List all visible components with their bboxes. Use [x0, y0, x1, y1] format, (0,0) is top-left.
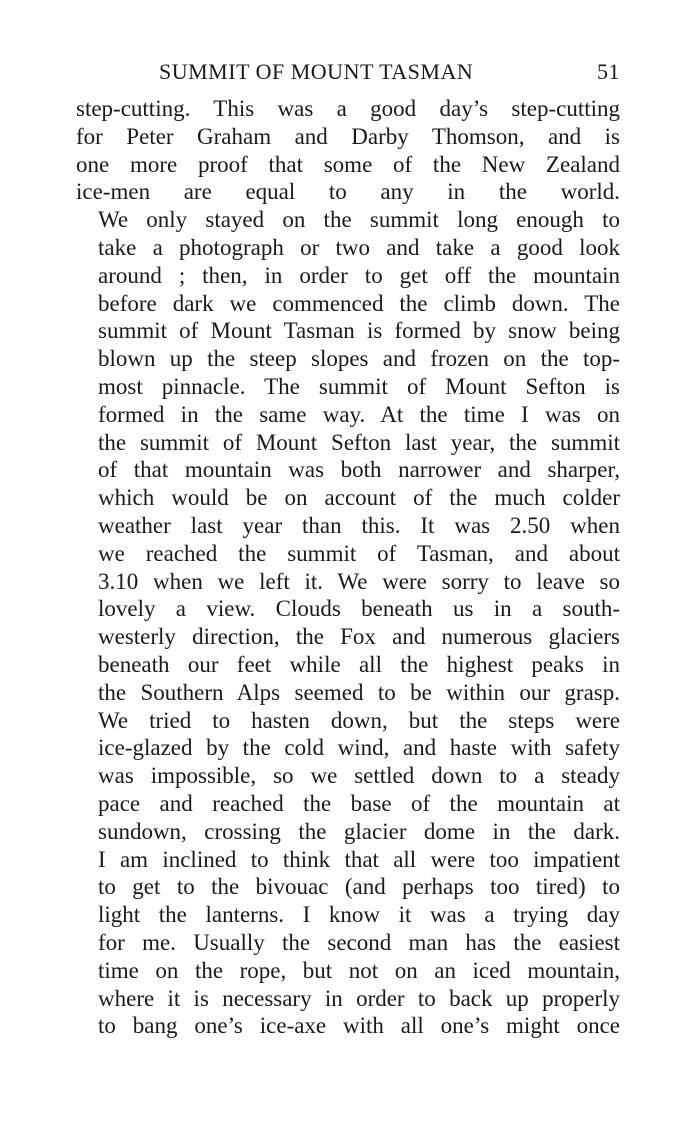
text-line: where it is necessary in order to back up properly: [98, 985, 620, 1011]
text-line: most pinnacle. The summit of Mount Sefton is: [98, 373, 620, 399]
body-text: [76, 95, 620, 1040]
text-line: sundown, crossing the glacier dome in the dark.: [98, 818, 620, 844]
page-number: 51: [597, 59, 620, 84]
paragraph: [76, 95, 620, 206]
text-line: We tried to hasten down, but the steps were: [98, 707, 620, 733]
text-line: to bang one’s ice-axe with all one’s might once: [98, 1013, 620, 1039]
text-line: take a photograph or two and take a good look: [98, 234, 620, 260]
paragraph: [76, 707, 620, 1041]
text-line: which would be on account of the much colder: [98, 485, 620, 511]
text-line: for Peter Graham and Darby Thomson, and is: [76, 123, 620, 149]
text-line: pace and reached the base of the mountain at: [98, 790, 620, 816]
text-line: We only stayed on the summit long enough to: [98, 207, 620, 233]
text-line: 3.10 when we left it. We were sorry to leave so: [98, 568, 620, 594]
text-line: for me. Usually the second man has the easiest: [98, 929, 620, 955]
text-line: formed in the same way. At the time I was on: [98, 401, 620, 427]
paragraph: [76, 206, 620, 706]
text-line: we reached the summit of Tasman, and about: [98, 540, 620, 566]
running-head: [76, 57, 620, 87]
text-line: the Southern Alps seemed to be within our grasp.: [98, 679, 620, 705]
text-line: I am inclined to think that all were too impatient: [98, 846, 620, 872]
text-line: of that mountain was both narrower and sharper,: [98, 457, 620, 483]
text-line: lovely a view. Clouds beneath us in a south-: [98, 596, 620, 622]
text-line: beneath our feet while all the highest peaks in: [98, 651, 620, 677]
text-line: around ; then, in order to get off the mountain: [98, 262, 620, 288]
text-line: time on the rope, but not on an iced mountain,: [98, 957, 620, 983]
text-line: one more proof that some of the New Zealand: [76, 151, 620, 177]
running-title: SUMMIT OF MOUNT TASMAN: [159, 59, 474, 84]
text-line: the summit of Mount Sefton last year, the summit: [98, 429, 620, 455]
text-line: ice-glazed by the cold wind, and haste with safety: [98, 735, 620, 761]
text-line: light the lanterns. I know it was a trying day: [98, 902, 620, 928]
text-line: step-cutting. This was a good day’s step-cutting: [76, 96, 620, 121]
text-line: to get to the bivouac (and perhaps too tired) to: [98, 874, 620, 900]
text-line: was impossible, so we settled down to a steady: [98, 763, 620, 789]
text-line: summit of Mount Tasman is formed by snow being: [98, 318, 620, 344]
text-line: weather last year than this. It was 2.50 when: [98, 512, 620, 538]
text-line: before dark we commenced the climb down. The: [98, 290, 620, 316]
text-line: ice-men are equal to any in the world.: [76, 179, 620, 205]
text-line: westerly direction, the Fox and numerous glaciers: [98, 624, 620, 650]
text-line: blown up the steep slopes and frozen on the top-: [98, 346, 620, 372]
